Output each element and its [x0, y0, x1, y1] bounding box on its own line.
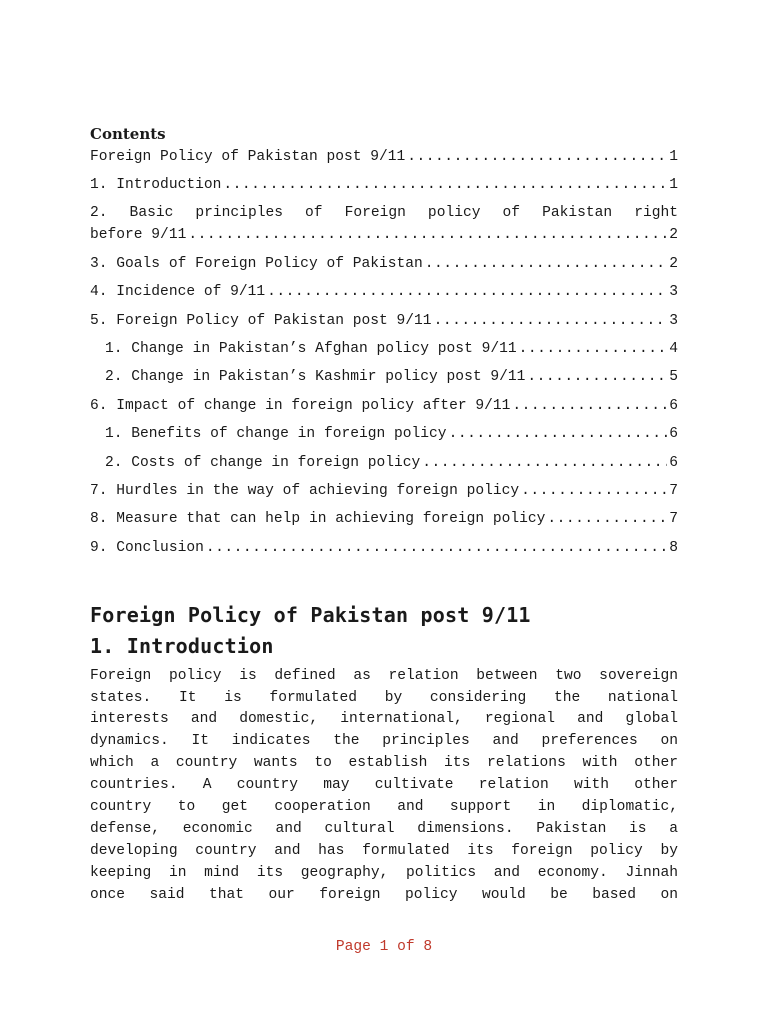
toc-entry-page: 1: [669, 149, 678, 165]
toc-entry[interactable]: [90, 174, 678, 196]
toc-entry[interactable]: [90, 508, 678, 530]
toc-leader-dots: [425, 253, 667, 275]
toc-entry-page: 2: [669, 255, 678, 272]
toc-entry-title-line1: 2. Basic principles of Foreign policy of Pakistan right: [90, 205, 678, 222]
toc-subentry[interactable]: [90, 423, 678, 445]
toc-entry[interactable]: [90, 395, 678, 417]
toc-entry-page: 3: [669, 312, 678, 329]
toc-entry-page: 5: [669, 369, 678, 386]
toc-entry[interactable]: [90, 202, 678, 246]
toc-entry-title: 7. Hurdles in the way of achieving foreign policy: [90, 482, 520, 499]
body-paragraph: [90, 666, 678, 907]
toc-subentry[interactable]: [90, 366, 678, 388]
toc-entry-title: 3. Goals of Foreign Policy of Pakistan: [90, 255, 423, 272]
toc-entry-title: 2. Costs of change in foreign policy: [105, 454, 421, 471]
toc-leader-dots: [422, 452, 667, 474]
toc-entry-title: 9. Conclusion: [90, 539, 204, 556]
toc-leader-dots: [547, 508, 667, 530]
toc-entry[interactable]: [90, 310, 678, 332]
toc-entry-title: 1. Change in Pakistan’s Afghan policy post 9/11: [105, 340, 517, 357]
toc-entry-page: 6: [669, 426, 678, 443]
document-title: Foreign Policy of Pakistan post 9/11: [90, 602, 531, 627]
toc-entry[interactable]: [90, 146, 678, 168]
paragraph-line: states. It is formulated by considering the national: [90, 689, 678, 706]
toc-heading: Contents: [90, 125, 166, 143]
toc-leader-dots: [519, 338, 668, 360]
toc-entry-title: 4. Incidence of 9/11: [90, 284, 266, 301]
toc-leader-dots: [434, 310, 668, 332]
toc-entry[interactable]: [90, 253, 678, 275]
toc-entry-page: 2: [669, 227, 678, 244]
document-page: [90, 124, 678, 906]
toc-leader-dots: [521, 480, 667, 502]
toc-entry-title: 1. Introduction: [90, 177, 222, 193]
toc-leader-dots: [223, 174, 667, 196]
table-of-contents: [90, 146, 678, 559]
toc-entry-title: 1. Benefits of change in foreign policy: [105, 426, 447, 443]
paragraph-line: interests and domestic, international, regional and global: [90, 711, 678, 728]
paragraph-line: once said that our foreign policy would be based on: [90, 886, 678, 903]
paragraph-line: dynamics. It indicates the principles and preferences on: [90, 733, 678, 750]
paragraph-line: which a country wants to establish its relations with other: [90, 755, 678, 772]
paragraph-line: defense, economic and cultural dimensions. Pakistan is a: [90, 820, 678, 837]
toc-entry[interactable]: [90, 480, 678, 502]
paragraph-line: keeping in mind its geography, politics and economy. Jinnah: [90, 864, 678, 881]
toc-entry[interactable]: [90, 537, 678, 559]
toc-entry-title: 2. Change in Pakistan’s Kashmir policy post 9/11: [105, 369, 526, 386]
paragraph-line: country to get cooperation and support in diplomatic,: [90, 799, 678, 816]
toc-entry-page: 4: [669, 340, 678, 357]
toc-entry-title: 5. Foreign Policy of Pakistan post 9/11: [90, 312, 432, 329]
paragraph-line: developing country and has formulated its foreign policy by: [90, 842, 678, 859]
toc-leader-dots: [206, 537, 667, 559]
toc-entry-page: 7: [669, 482, 678, 499]
toc-entry-title: 6. Impact of change in foreign policy after 9/11: [90, 397, 511, 414]
toc-entry-title-line2: before 9/11: [90, 227, 187, 244]
section-heading: 1. Introduction: [90, 633, 274, 658]
toc-leader-dots: [267, 281, 667, 303]
page-number-footer: Page 1 of 8: [335, 939, 433, 955]
toc-entry-page: 8: [669, 539, 678, 556]
toc-entry-page: 6: [669, 454, 678, 471]
toc-entry[interactable]: [90, 281, 678, 303]
toc-leader-dots: [407, 146, 667, 168]
toc-entry-page: 1: [669, 177, 678, 193]
toc-entry-title: Foreign Policy of Pakistan post 9/11: [90, 149, 406, 165]
toc-leader-dots: [512, 395, 667, 417]
toc-subentry[interactable]: [90, 338, 678, 360]
paragraph-line: countries. A country may cultivate relation with other: [90, 777, 678, 794]
toc-entry-title: 8. Measure that can help in achieving foreign policy: [90, 511, 546, 528]
toc-subentry[interactable]: [90, 452, 678, 474]
paragraph-line: Foreign policy is defined as relation between two sovereign: [90, 667, 678, 684]
toc-leader-dots: [449, 423, 668, 445]
toc-entry-page: 6: [669, 397, 678, 414]
toc-entry-page: 3: [669, 284, 678, 301]
toc-entry-page: 7: [669, 511, 678, 528]
toc-leader-dots: [527, 366, 667, 388]
toc-leader-dots: [188, 224, 667, 246]
